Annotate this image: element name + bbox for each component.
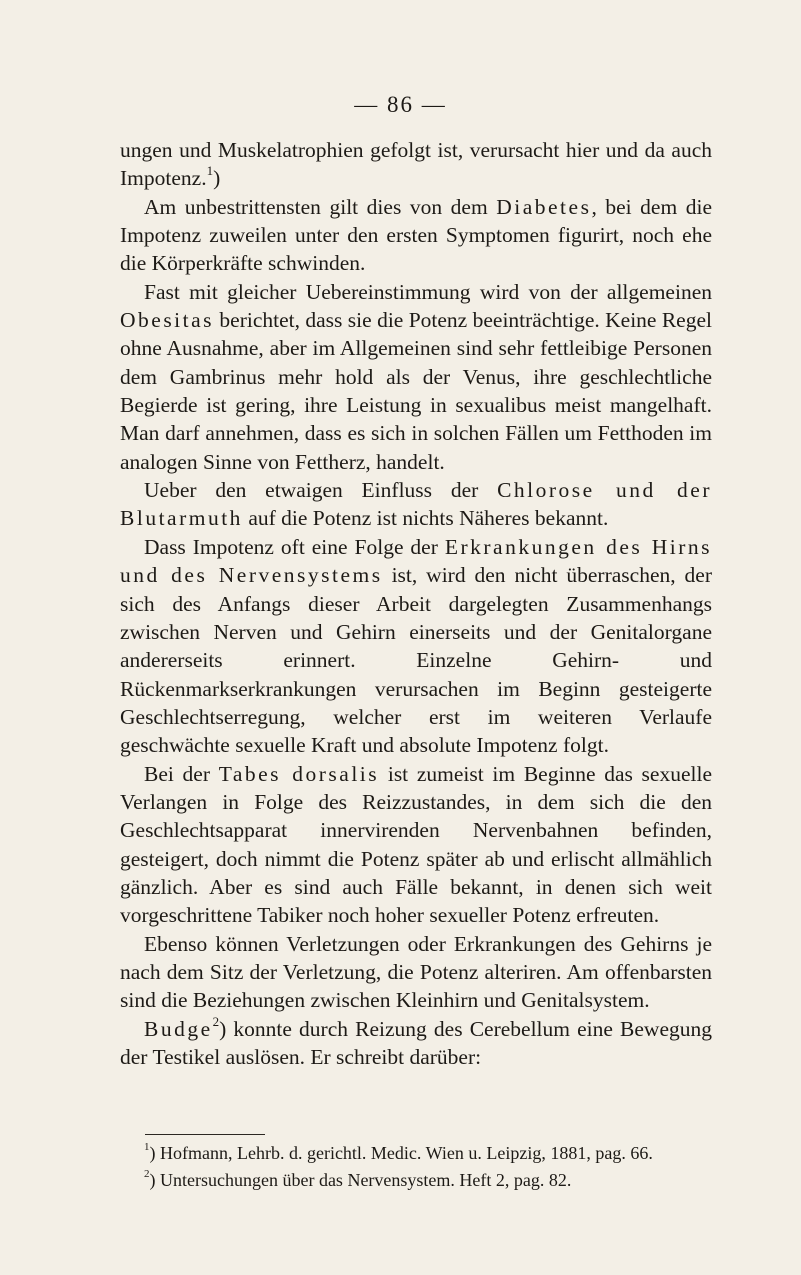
paragraph-obesitas xyxy=(120,278,712,476)
paragraph-1-text: ungen und Muskelatrophien gefolgt ist, verursacht hier und da auch Impotenz. xyxy=(120,138,712,191)
paragraph-budge xyxy=(120,1015,712,1072)
term-erkrankungen-des-hirns: Erkrankungen des Hirns xyxy=(444,534,712,559)
term-nervensystems: Nervensystems xyxy=(218,563,383,588)
paragraph-diabetes-text-a: Am unbestrittensten gilt dies von dem xyxy=(144,194,497,219)
body-text xyxy=(120,136,712,1071)
paragraph-obesitas-text-a: Fast mit gleicher Uebereinstimmung wird von der allgemeinen xyxy=(144,279,712,304)
paragraph-diabetes-text-b: , bei dem die Impotenz zuweilen unter den ersten Symptomen figurirt, noch ehe die Körperkräfte schwinden. xyxy=(120,194,712,276)
term-tabes-dorsalis: Tabes dorsalis xyxy=(218,761,380,786)
term-diabetes: Diabetes xyxy=(496,194,592,219)
paragraph-hirn-text-b: ist, wird den nicht überraschen, der sich des Anfangs dieser Arbeit dargelegten Zusammenhangs zwischen Nerven und Gehirn einerseits und der Genitalorgane andererseits erinnert. Einzelne Gehirn- und Rückenmarkserkrankungen verursachen im Beginn gesteigerte Geschlechtserregung, welcher erst im weiteren Verlaufe geschwächte sexuelle Kraft und absolute Impotenz folgt. xyxy=(120,563,712,758)
footnote-2 xyxy=(144,1167,712,1194)
footnote-separator xyxy=(145,1134,265,1135)
footnote-ref-2: 2 xyxy=(212,1013,220,1029)
paragraph-tabes-text-a: Bei der xyxy=(144,761,219,786)
footnote-ref-1: 1 xyxy=(206,163,214,179)
paragraph-chlorose-text-mid: und der xyxy=(594,478,713,503)
footnote-1 xyxy=(144,1140,712,1167)
term-blutarmuth: Blutarmuth xyxy=(120,506,243,531)
footnote-1-text: ) Hofmann, Lehrb. d. gerichtl. Medic. Wien u. Leipzig, 1881, pag. 66. xyxy=(149,1143,653,1163)
footnote-1-mark: 1 xyxy=(144,1141,150,1153)
paragraph-1: ungen und Muskelatrophien gefolgt ist, verursacht hier und da auch Impotenz.$^1$) xyxy=(120,138,712,191)
footnotes xyxy=(144,1140,712,1194)
paragraph-chlorose-text-b: auf die Potenz ist nichts Näheres bekannt. xyxy=(242,506,609,531)
paragraph-chlorose-text-a: Ueber den etwaigen Einfluss der xyxy=(144,478,498,503)
term-obesitas: Obesitas xyxy=(120,308,215,333)
paragraph-hirn-text-a: Dass Impotenz oft eine Folge der xyxy=(144,534,445,559)
paragraph-tabes xyxy=(120,760,712,930)
footnote-2-text: ) Untersuchungen über das Nervensystem. Heft 2, pag. 82. xyxy=(149,1170,572,1190)
paragraph-chlorose xyxy=(120,476,712,533)
term-chlorose: Chlorose xyxy=(497,478,595,503)
paragraph-diabetes xyxy=(120,193,712,278)
paragraph-hirn xyxy=(120,533,712,760)
paragraph-hirn-text-mid: und des xyxy=(120,563,219,588)
paragraph-verletzungen-text: Ebenso können Verletzungen oder Erkrankungen des Gehirns je nach dem Sitz der Verletzung, die Potenz alteriren. Am offenbarsten sind die Beziehungen zwischen Kleinhirn und Genitalsystem. xyxy=(120,931,712,1013)
page-number: — 86 — xyxy=(354,92,447,117)
term-budge: Budge xyxy=(144,1016,213,1041)
footnote-2-mark: 2 xyxy=(144,1168,150,1180)
paragraph-budge-text: ) konnte durch Reizung des Cerebellum eine Bewegung der Testikel auslösen. Er schreibt darüber: xyxy=(120,1016,712,1069)
paragraph-obesitas-text-b: berichtet, dass sie die Potenz beeinträchtige. Keine Regel ohne Ausnahme, aber im Allgemeinen sind sehr fettleibige Personen dem Gambrinus mehr hold als der Venus, ihre geschlechtliche Begierde ist gering, ihre Leistung in sexualibus meist mangelhaft. Man darf annehmen, dass es sich in solchen Fällen um Fetthoden im analogen Sinne von Fettherz, handelt. xyxy=(120,308,712,474)
paragraph-verletzungen xyxy=(120,930,712,1015)
paragraph-tabes-text-b: ist zumeist im Beginne das sexuelle Verlangen in Folge des Reizzustandes, in dem sich die den Geschlechtsapparat innervirenden Nervenbahnen befinden, gesteigert, doch nimmt die Potenz später ab und erlischt allmählich gänzlich. Aber es sind auch Fälle bekannt, in denen sich weit vorgeschrittene Tabiker noch hoher sexueller Potenz erfreuten. xyxy=(120,761,712,928)
